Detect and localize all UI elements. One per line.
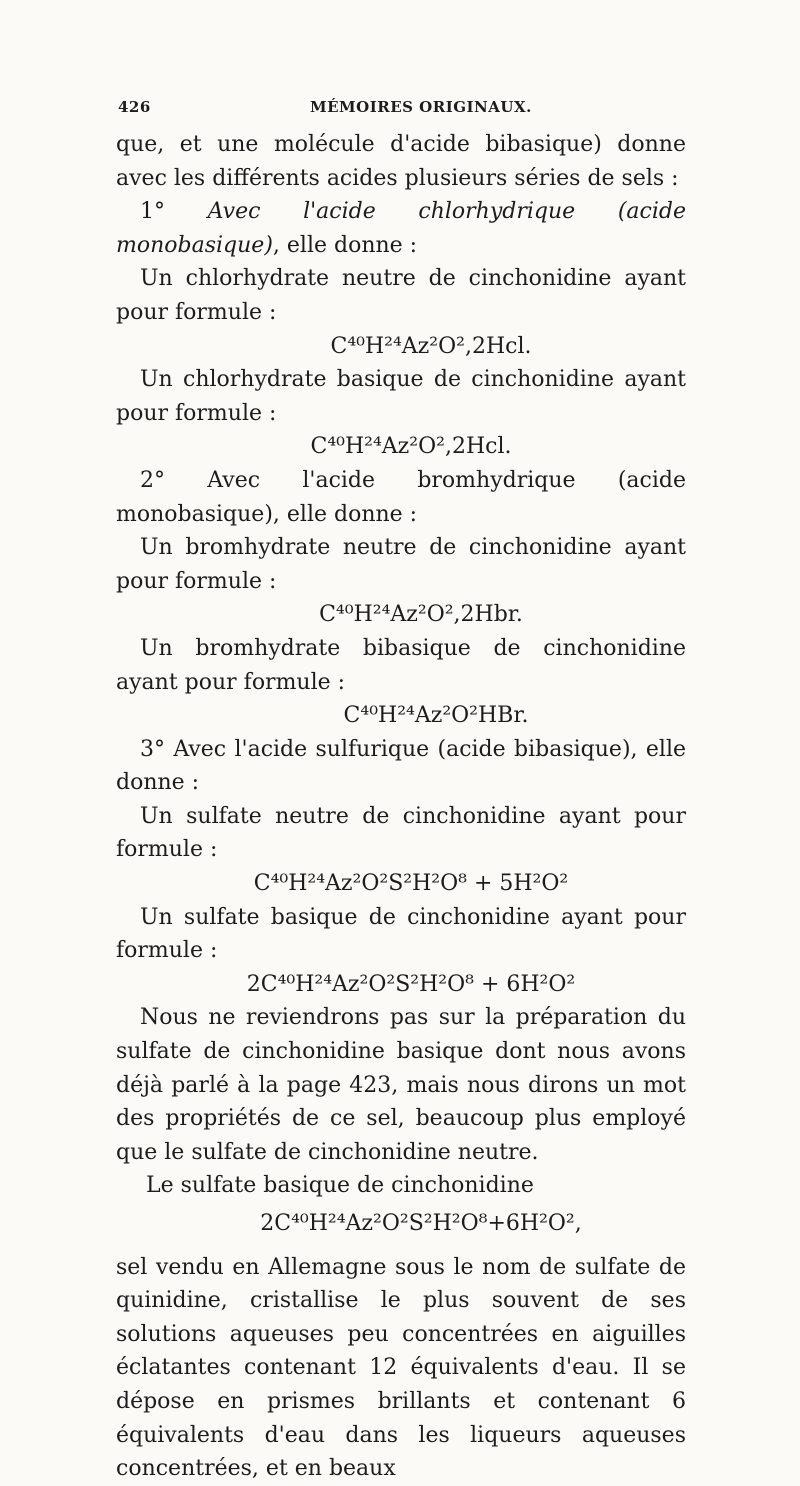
formula-5: C⁴⁰H²⁴Az²O²S²H²O⁸ + 5H²O² bbox=[253, 871, 569, 897]
paragraph-8: 3° Avec l'acide sulfurique (acide bibasique), elle donne : bbox=[116, 736, 686, 796]
paragraph-2 bbox=[116, 195, 686, 262]
paragraph-2-suffix: , elle donne : bbox=[272, 232, 418, 258]
page-number: 426 bbox=[118, 98, 151, 116]
paragraph-11: Nous ne reviendrons pas sur la préparation du sulfate de cinchonidine basique dont nous avons déjà parlé à la page 423, mais nous dirons un mot des propriétés de ce sel, beaucoup plus employé que le sulfate de cinchonidine neutre. bbox=[116, 1005, 686, 1165]
formula-2: C⁴⁰H²⁴Az²O²,2Hcl. bbox=[310, 434, 512, 460]
paragraph-12: Le sulfate basique de cinchonidine bbox=[146, 1173, 534, 1199]
formula-3: C⁴⁰H²⁴Az²O²,2Hbr. bbox=[319, 602, 523, 628]
paragraph-1: que, et une molécule d'acide bibasique) donne avec les différents acides plusieurs séries de sels : bbox=[116, 132, 686, 191]
paragraph-7: Un bromhydrate bibasique de cinchonidine ayant pour formule : bbox=[116, 635, 686, 695]
paragraph-5: 2° Avec l'acide bromhydrique (acide monobasique), elle donne : bbox=[116, 467, 686, 527]
running-title: MÉMOIRES ORIGINAUX. bbox=[310, 98, 532, 116]
paragraph-4: Un chlorhydrate basique de cinchonidine ayant pour formule : bbox=[116, 367, 686, 426]
paragraph-10: Un sulfate basique de cinchonidine ayant pour formule : bbox=[116, 904, 686, 964]
paragraph-2-italic: Avec l'acide chlorhydrique (acide monobasique) bbox=[116, 199, 686, 258]
paragraph-2-prefix: 1° bbox=[140, 199, 208, 225]
page-header bbox=[112, 98, 692, 124]
paragraph-13: sel vendu en Allemagne sous le nom de sulfate de quinidine, cristallise le plus souvent de ses solutions aqueuses peu concentrées en aiguilles éclatantes contenant 12 équivalents d'eau. Il se dépose en prismes brillants et contenant 6 équivalents d'eau dans les liqueurs aqueuses concentrées, et en beaux bbox=[116, 1254, 686, 1482]
formula-1: C⁴⁰H²⁴Az²O²,2Hcl. bbox=[330, 333, 532, 359]
paragraph-9: Un sulfate neutre de cinchonidine ayant pour formule : bbox=[116, 803, 686, 863]
formula-4: C⁴⁰H²⁴Az²O²HBr. bbox=[343, 703, 529, 729]
paragraph-3: Un chlorhydrate neutre de cinchonidine ayant pour formule : bbox=[116, 266, 686, 325]
page-body bbox=[116, 128, 686, 1486]
formula-7: 2C⁴⁰H²⁴Az²O²S²H²O⁸+6H²O², bbox=[260, 1211, 582, 1236]
paragraph-6: Un bromhydrate neutre de cinchonidine ayant pour formule : bbox=[116, 535, 686, 594]
formula-6: 2C⁴⁰H²⁴Az²O²S²H²O⁸ + 6H²O² bbox=[246, 971, 576, 997]
